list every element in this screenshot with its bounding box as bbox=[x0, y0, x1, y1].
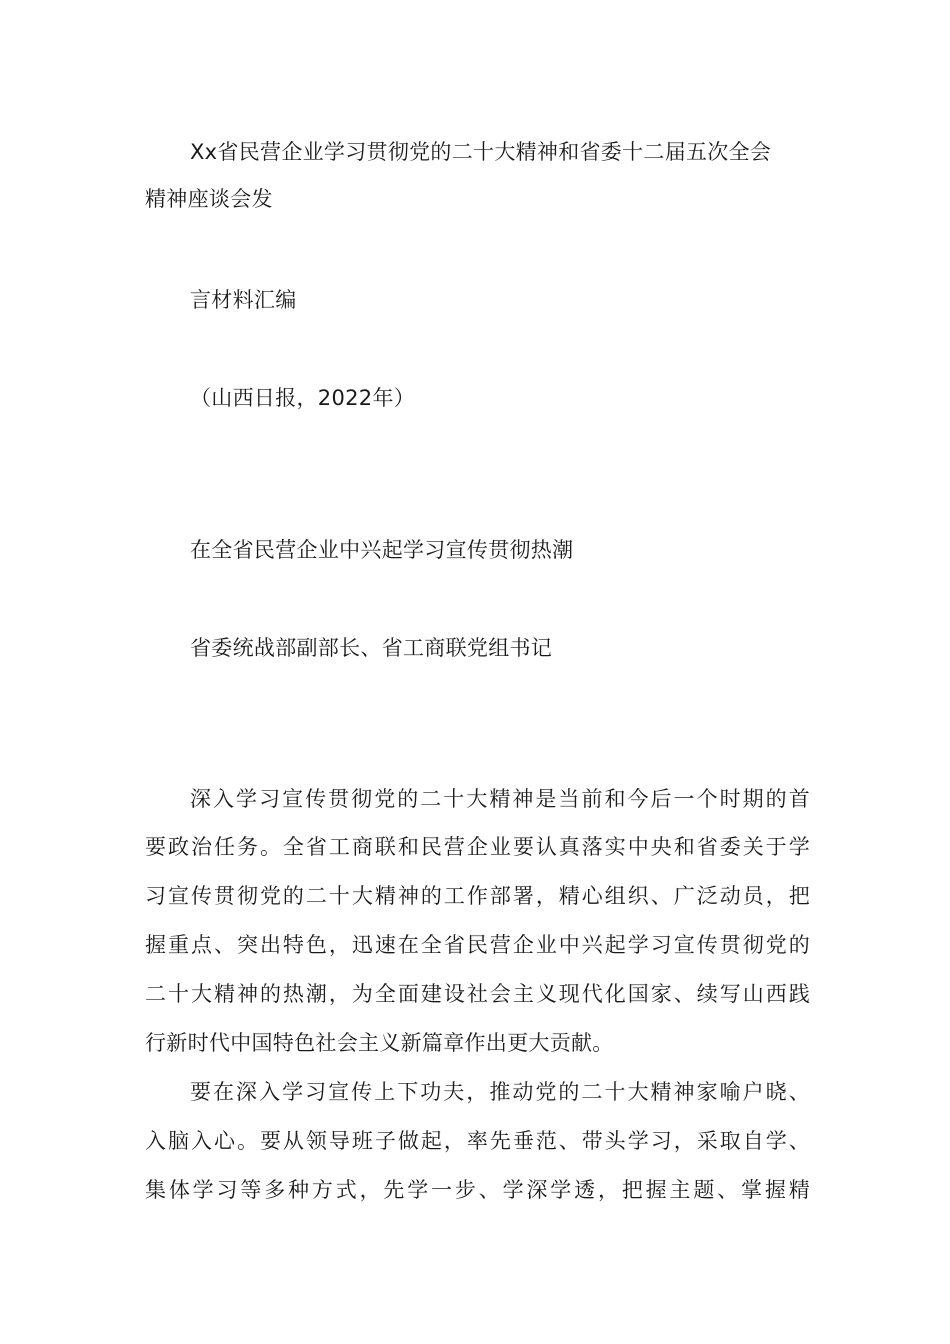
paragraph1-line-6: 行新时代中国特色社会主义新篇章作出更大贡献。 bbox=[145, 1031, 614, 1055]
title-line-2: 精神座谈会发 bbox=[145, 187, 273, 211]
paragraph2-line-3: 集体学习等多种方式，先学一步、学深学透，把握主题、掌握精 bbox=[145, 1178, 810, 1202]
paragraph2-line-2: 入脑入心。要从领导班子做起，率先垂范、带头学习，采取自学、 bbox=[145, 1129, 810, 1153]
paragraph1-line-4: 握重点、突出特色，迅速在全省民营企业中兴起学习宣传贯彻党的 bbox=[145, 933, 810, 957]
paragraph1-line-3: 习宣传贯彻党的二十大精神的工作部署，精心组织、广泛动员，把 bbox=[145, 884, 810, 908]
title-line-3: 言材料汇编 bbox=[190, 288, 297, 312]
paragraph1-line-1: 深入学习宣传贯彻党的二十大精神是当前和今后一个时期的首 bbox=[190, 787, 810, 811]
source-line: （山西日报，2022年） bbox=[190, 386, 416, 410]
author-line: 省委统战部副部长、省工商联党组书记 bbox=[190, 636, 553, 660]
paragraph1-line-2: 要政治任务。全省工商联和民营企业要认真落实中央和省委关于学 bbox=[145, 835, 810, 859]
title-line-1: Xx省民营企业学习贯彻党的二十大精神和省委十二届五次全会 bbox=[190, 140, 772, 164]
paragraph1-line-5: 二十大精神的热潮，为全面建设社会主义现代化国家、续写山西践 bbox=[145, 982, 810, 1006]
section-heading: 在全省民营企业中兴起学习宣传贯彻热潮 bbox=[190, 538, 574, 562]
paragraph2-line-1: 要在深入学习宣传上下功夫，推动党的二十大精神家喻户晓、 bbox=[190, 1080, 810, 1104]
